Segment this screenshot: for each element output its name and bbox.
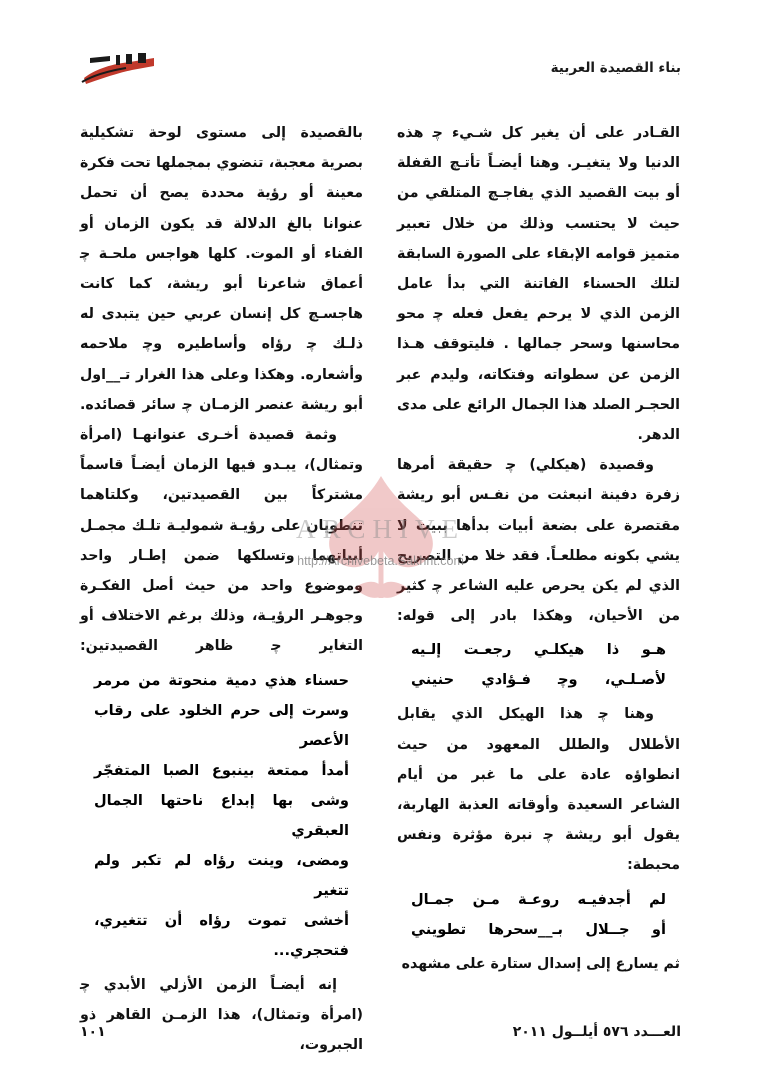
verse-line: هـو ذا هيكلـي رجعـت إلـيه xyxy=(411,641,666,659)
verse-line: وسرت إلى حرم الخلود على رقاب الأعصر xyxy=(94,701,349,749)
paragraph: وثمة قصيدة أخـرى عنوانهـا (امرأة وتمثال)، يبـدو فيها الزمان أيضـاً قاسماً مشتركاً بين القصيدتين، وكلتاهما تنطويان على رؤيـة شموليـة تلـك مجمـل أبياتهما وتسلكها ضمن إطـار واحد وموضوع واحد من حيث أصل الفكـرة وجوهـر الرؤيـة، وذلك برغم الاختلاف أو التغاير ﭼ ظاهر القصيدتين: xyxy=(80,427,363,655)
running-title: بناء القصيدة العربية xyxy=(550,60,681,76)
paragraph: بالقصيدة إلى مستوى لوحة تشكيلية بصرية معجبة، تنضوي بمجملها تحت فكرة معينة أو رؤية محددة يصح أن تحمل عنوانا بالغ الدلالة قد يكون الزمان أو الفناء أو الموت. كلها هواجس ملحـة ﭼ أعماق شاعرنا أبو ريشة، كما كانت هاجسـﭻ كل إنسان عربي حين يتبدى له ذلـك ﭼ رؤاه وأساطيره وﭼ ملاحمه وأشعاره. وهكذا وعلى هذا الغرار تـ__اول أبو ريشة عنصر الزمـان ﭼ سائر قصائده. xyxy=(80,125,363,413)
verse-line: أو جــلال بـ__سحرها تطويني xyxy=(411,920,666,938)
page-number: ١٠١ xyxy=(80,1024,106,1040)
column-left xyxy=(397,118,680,1018)
paragraph: وهنا ﭼ هذا الهيكل الذي يقابل الأطلال والطلل المعهود من حيث انطواؤه عادة على ما غبر من أيام الشاعر السعيدة وأوقاته العذبة الهاربة، يقول أبو ريشة ﭼ نبرة مؤثرة ونفس محبطة: xyxy=(397,706,680,874)
paragraph: إنه أيضـاً الزمن الأزلي الأبدي ﭼ (امرأة وتمثال)، هذا الزمـن القاهر ذو الجبروت، xyxy=(80,976,363,1054)
watermark-text: ARCHIVE xyxy=(296,514,465,544)
watermark-url: http://Archivebeta.Sakhrit.com xyxy=(297,554,464,568)
verse-line: ومضى، وينت رؤاه لم تكبر ولم تتغير xyxy=(94,851,349,899)
magazine-masthead-logo xyxy=(80,52,158,88)
verse-line: وشى بها إبداع ناحتها الجمال العبقري xyxy=(94,791,349,839)
verse-line: لم أجدفيـه روعـة مـن جمـال xyxy=(411,890,666,908)
verse-block xyxy=(397,885,680,945)
verse-line: لأصـلـي، وﭼ فـؤادي حنيني xyxy=(411,671,666,689)
verse-line: أمدأ ممتعة بينبوع الصبا المتفجّر xyxy=(94,761,349,779)
verse-line: أخشى تموت رؤاه أن تتغيري، فتحجري... xyxy=(94,911,349,959)
paragraph: وقصيدة (هيكلي) ﭼ حقيقة أمرها زفرة دفينة انبعثت من نفـس أبو ريشة مقتصرة على بضعة أبيات بدأها ببيت لا يشي بكونه مطلعـاً. فقد خلا من التصريح الذي لم يكن يحرص عليه الشاعر ﭼ كثير من الأحيان، وهكذا بادر إلى قوله: xyxy=(397,457,680,625)
paragraph: القـادر على أن يغير كل شـيء ﭼ هذه الدنيا ولا يتغيـر. وهنا أيضـاً تأتـﭻ القفلة أو بيت القصيد الذي يفاجـﭻ المتلقي من حيث لا يحتسب وذلك من خلال تعبير متميز قوامه الإبقاء على الصورة السابقة لتلك الحسناء الفاتنة التي بدأ عامل الزمن الذي لا يرحم يفعل فعله ﭼ محو محاسنها وسحر جمالها . فليتوقف هـذا الزمن عن سطواته وفتكاته، وليدم عبر الحجـر الصلد هذا الجمال الرائع على مدى الدهر. xyxy=(397,125,680,444)
page-header xyxy=(80,52,681,92)
verse-block xyxy=(397,635,680,695)
verse-line: حسناء هذي دمية منحوتة من مرمر xyxy=(94,671,349,689)
verse-block xyxy=(80,666,363,966)
page-footer xyxy=(80,1024,681,1048)
issue-line: العـــدد ٥٧٦ أيلــول ٢٠١١ xyxy=(512,1024,681,1040)
paragraph: ثم يسارع إلى إسدال ستارة على مشهده xyxy=(401,955,680,972)
